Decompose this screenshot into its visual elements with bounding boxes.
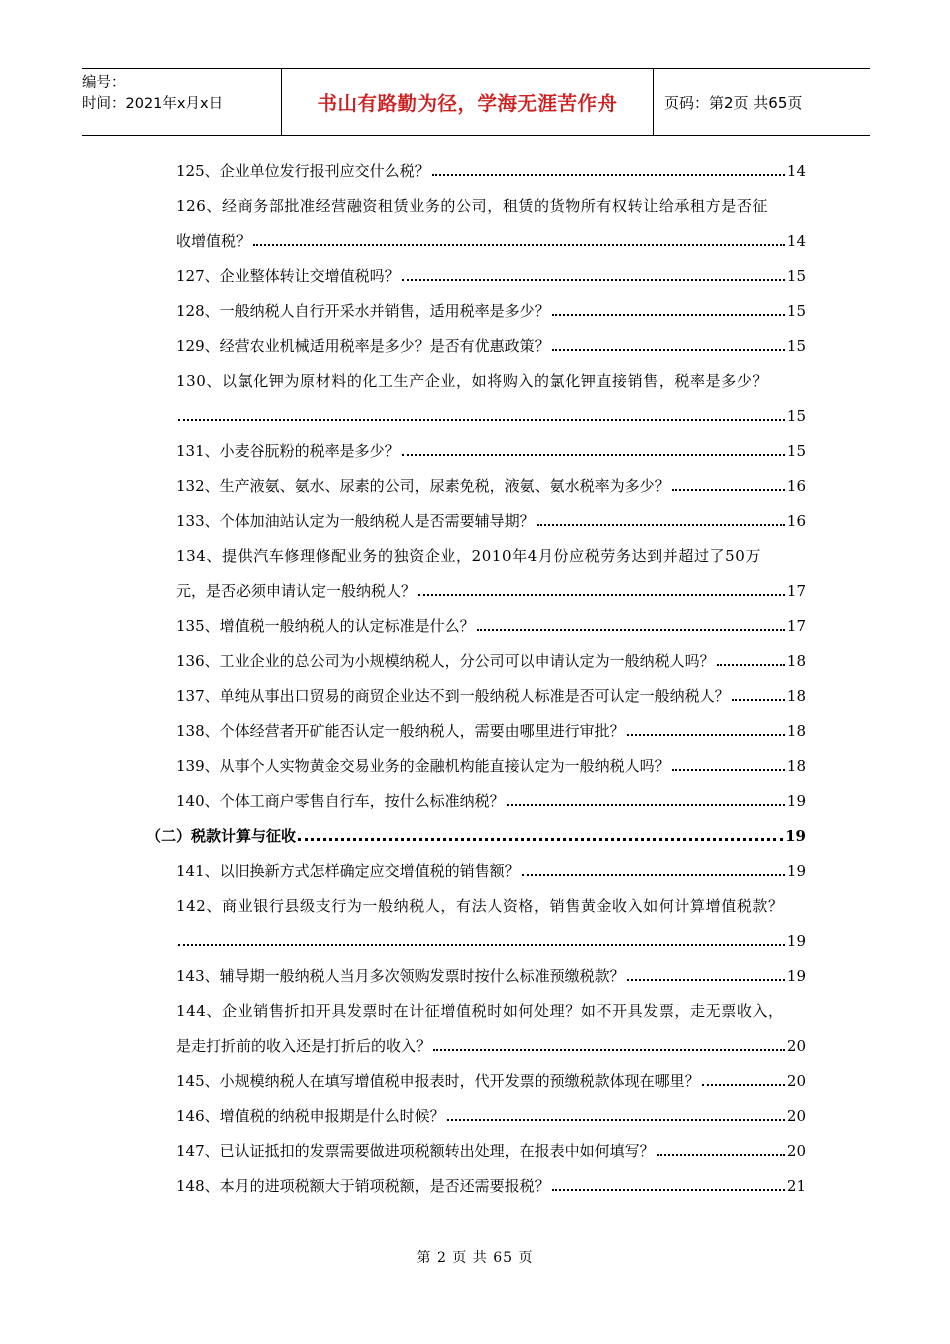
- toc-page-number: 15: [786, 266, 806, 285]
- toc-entry[interactable]: [176, 258, 806, 293]
- toc-dot-leader: [702, 1084, 785, 1086]
- toc-page-number: 17: [786, 616, 806, 635]
- toc-entry-title: 127、企业整体转让交增值税吗？: [176, 267, 400, 285]
- toc-entry[interactable]: [176, 328, 806, 363]
- toc-entry-title: （二）税款计算与征收: [146, 827, 297, 845]
- toc-dot-leader: [507, 804, 785, 806]
- toc-entry-title: 144、企业销售折扣开具发票时在计征增值税时如何处理？如不开具发票，走无票收入，: [176, 1002, 784, 1020]
- toc-entry[interactable]: [176, 468, 806, 503]
- toc-page-number: 14: [786, 161, 806, 180]
- toc-entry-title: 131、小麦谷朊粉的税率是多少？: [176, 442, 400, 460]
- number-label: 编号：: [82, 75, 126, 91]
- toc-entry[interactable]: [176, 923, 806, 958]
- toc-dot-leader: [477, 629, 785, 631]
- toc-entry[interactable]: [176, 538, 806, 573]
- header-page-label: 页码：第2页 共65页: [664, 93, 803, 112]
- toc-entry[interactable]: [176, 888, 806, 923]
- toc-page-number: 21: [786, 1176, 806, 1195]
- table-of-contents: [146, 153, 806, 1203]
- toc-dot-leader: [178, 944, 785, 946]
- page-footer: 第 2 页 共 65 页: [416, 1250, 534, 1266]
- toc-dot-leader: [732, 699, 785, 701]
- time-label: 时间：2021年x月x日: [82, 96, 224, 112]
- toc-dot-leader: [253, 244, 785, 246]
- toc-entry-title: 138、个体经营者开矿能否认定一般纳税人，需要由哪里进行审批？: [176, 722, 625, 740]
- toc-page-number: 19: [786, 861, 806, 880]
- toc-entry-title: 148、本月的进项税额大于销项税额，是否还需要报税？: [176, 1177, 550, 1195]
- toc-entry-title: 133、个体加油站认定为一般纳税人是否需要辅导期？: [176, 512, 535, 530]
- toc-entry-title: 129、经营农业机械适用税率是多少？是否有优惠政策？: [176, 337, 550, 355]
- toc-entry[interactable]: [176, 958, 806, 993]
- toc-page-number: 16: [786, 511, 806, 530]
- toc-dot-leader: [627, 979, 785, 981]
- toc-entry-title: 139、从事个人实物黄金交易业务的金融机构能直接认定为一般纳税人吗？: [176, 757, 670, 775]
- toc-entry[interactable]: [176, 713, 806, 748]
- toc-page-number: 20: [786, 1141, 806, 1160]
- toc-page-number: 14: [786, 231, 806, 250]
- toc-page-number: 18: [786, 721, 806, 740]
- toc-dot-leader: [537, 524, 785, 526]
- toc-page-number: 20: [786, 1036, 806, 1055]
- toc-dot-leader: [432, 174, 785, 176]
- toc-entry[interactable]: [176, 573, 806, 608]
- toc-entry[interactable]: [176, 398, 806, 433]
- toc-page-number: 15: [786, 336, 806, 355]
- toc-entry-title: 141、以旧换新方式怎样确定应交增值税的销售额？: [176, 862, 520, 880]
- toc-page-number: 17: [786, 581, 806, 600]
- toc-dot-leader: [717, 664, 785, 666]
- toc-page-number: 15: [786, 441, 806, 460]
- toc-dot-leader: [402, 279, 785, 281]
- toc-entry[interactable]: [176, 503, 806, 538]
- toc-entry[interactable]: [176, 608, 806, 643]
- toc-dot-leader: [447, 1119, 785, 1121]
- toc-entry-title: 146、增值税的纳税申报期是什么时候？: [176, 1107, 445, 1125]
- toc-page-number: 19: [785, 826, 806, 845]
- toc-page-number: 15: [786, 301, 806, 320]
- toc-entry[interactable]: [176, 153, 806, 188]
- toc-entry-title: 126、经商务部批准经营融资租赁业务的公司，租赁的货物所有权转让给承租方是否征: [176, 197, 769, 215]
- header-motto: 书山有路勤为径，学海无涯苦作舟: [281, 69, 654, 135]
- toc-entry-title: 125、企业单位发行报刊应交什么税？: [176, 162, 430, 180]
- toc-dot-leader: [672, 489, 785, 491]
- toc-entry-title: 收增值税？: [176, 232, 252, 250]
- toc-dot-leader: [522, 874, 785, 876]
- toc-page-number: 20: [786, 1106, 806, 1125]
- toc-entry[interactable]: [176, 993, 806, 1028]
- toc-dot-leader: [552, 1189, 785, 1191]
- toc-entry[interactable]: [176, 678, 806, 713]
- toc-page-number: 18: [786, 686, 806, 705]
- toc-entry-title: 147、已认证抵扣的发票需要做进项税额转出处理，在报表中如何填写？: [176, 1142, 655, 1160]
- toc-entry[interactable]: [176, 748, 806, 783]
- toc-entry[interactable]: [176, 188, 806, 223]
- toc-dot-leader: [433, 1049, 785, 1051]
- toc-page-number: 16: [786, 476, 806, 495]
- toc-page-number: 19: [786, 791, 806, 810]
- toc-entry-title: 132、生产液氨、氨水、尿素的公司，尿素免税，液氨、氨水税率为多少？: [176, 477, 670, 495]
- toc-entry[interactable]: [176, 783, 806, 818]
- toc-entry-title: 142、商业银行县级支行为一般纳税人，有法人资格，销售黄金收入如何计算增值税款？: [176, 897, 784, 915]
- toc-dot-leader: [178, 419, 785, 421]
- toc-entry-title: 140、个体工商户零售自行车，按什么标准纳税？: [176, 792, 505, 810]
- toc-dot-leader: [298, 838, 783, 841]
- toc-page-number: 15: [786, 406, 806, 425]
- toc-page-number: 18: [786, 756, 806, 775]
- toc-entry[interactable]: [176, 1133, 806, 1168]
- toc-dot-leader: [402, 454, 785, 456]
- toc-entry[interactable]: [176, 1028, 806, 1063]
- toc-entry[interactable]: [176, 433, 806, 468]
- toc-entry-title: 145、小规模纳税人在填写增值税申报表时，代开发票的预缴税款体现在哪里？: [176, 1072, 700, 1090]
- toc-dot-leader: [552, 314, 785, 316]
- toc-entry-title: 是走打折前的收入还是打折后的收入？: [176, 1037, 432, 1055]
- toc-entry-title: 元，是否必须申请认定一般纳税人？: [176, 582, 417, 600]
- toc-entry[interactable]: [176, 1168, 806, 1203]
- toc-entry-title: 137、单纯从事出口贸易的商贸企业达不到一般纳税人标准是否可认定一般纳税人？: [176, 687, 730, 705]
- toc-entry[interactable]: [176, 293, 806, 328]
- toc-dot-leader: [657, 1154, 785, 1156]
- toc-entry-title: 135、增值税一般纳税人的认定标准是什么？: [176, 617, 475, 635]
- toc-dot-leader: [552, 349, 785, 351]
- toc-entry-title: 136、工业企业的总公司为小规模纳税人，分公司可以申请认定为一般纳税人吗？: [176, 652, 715, 670]
- toc-entry[interactable]: [176, 223, 806, 258]
- toc-entry[interactable]: [176, 1063, 806, 1098]
- toc-page-number: 18: [786, 651, 806, 670]
- header-meta: [82, 69, 281, 135]
- header-table: [82, 68, 870, 136]
- toc-page-number: 19: [786, 966, 806, 985]
- toc-entry-title: 128、一般纳税人自行开采水并销售，适用税率是多少？: [176, 302, 550, 320]
- toc-dot-leader: [627, 734, 785, 736]
- toc-entry[interactable]: [176, 643, 806, 678]
- toc-page-number: 19: [786, 931, 806, 950]
- toc-page-number: 20: [786, 1071, 806, 1090]
- toc-dot-leader: [418, 594, 785, 596]
- toc-entry[interactable]: [176, 853, 806, 888]
- toc-entry-title: 130、以氯化钾为原材料的化工生产企业，如将购入的氯化钾直接销售，税率是多少？: [176, 372, 769, 390]
- toc-entry-title: 134、提供汽车修理修配业务的独资企业，2010年4月份应税劳务达到并超过了50万: [176, 547, 762, 565]
- toc-entry[interactable]: [176, 1098, 806, 1133]
- toc-entry[interactable]: [176, 363, 806, 398]
- toc-entry-title: 143、辅导期一般纳税人当月多次领购发票时按什么标准预缴税款？: [176, 967, 625, 985]
- toc-section-heading[interactable]: [146, 818, 806, 853]
- toc-dot-leader: [672, 769, 785, 771]
